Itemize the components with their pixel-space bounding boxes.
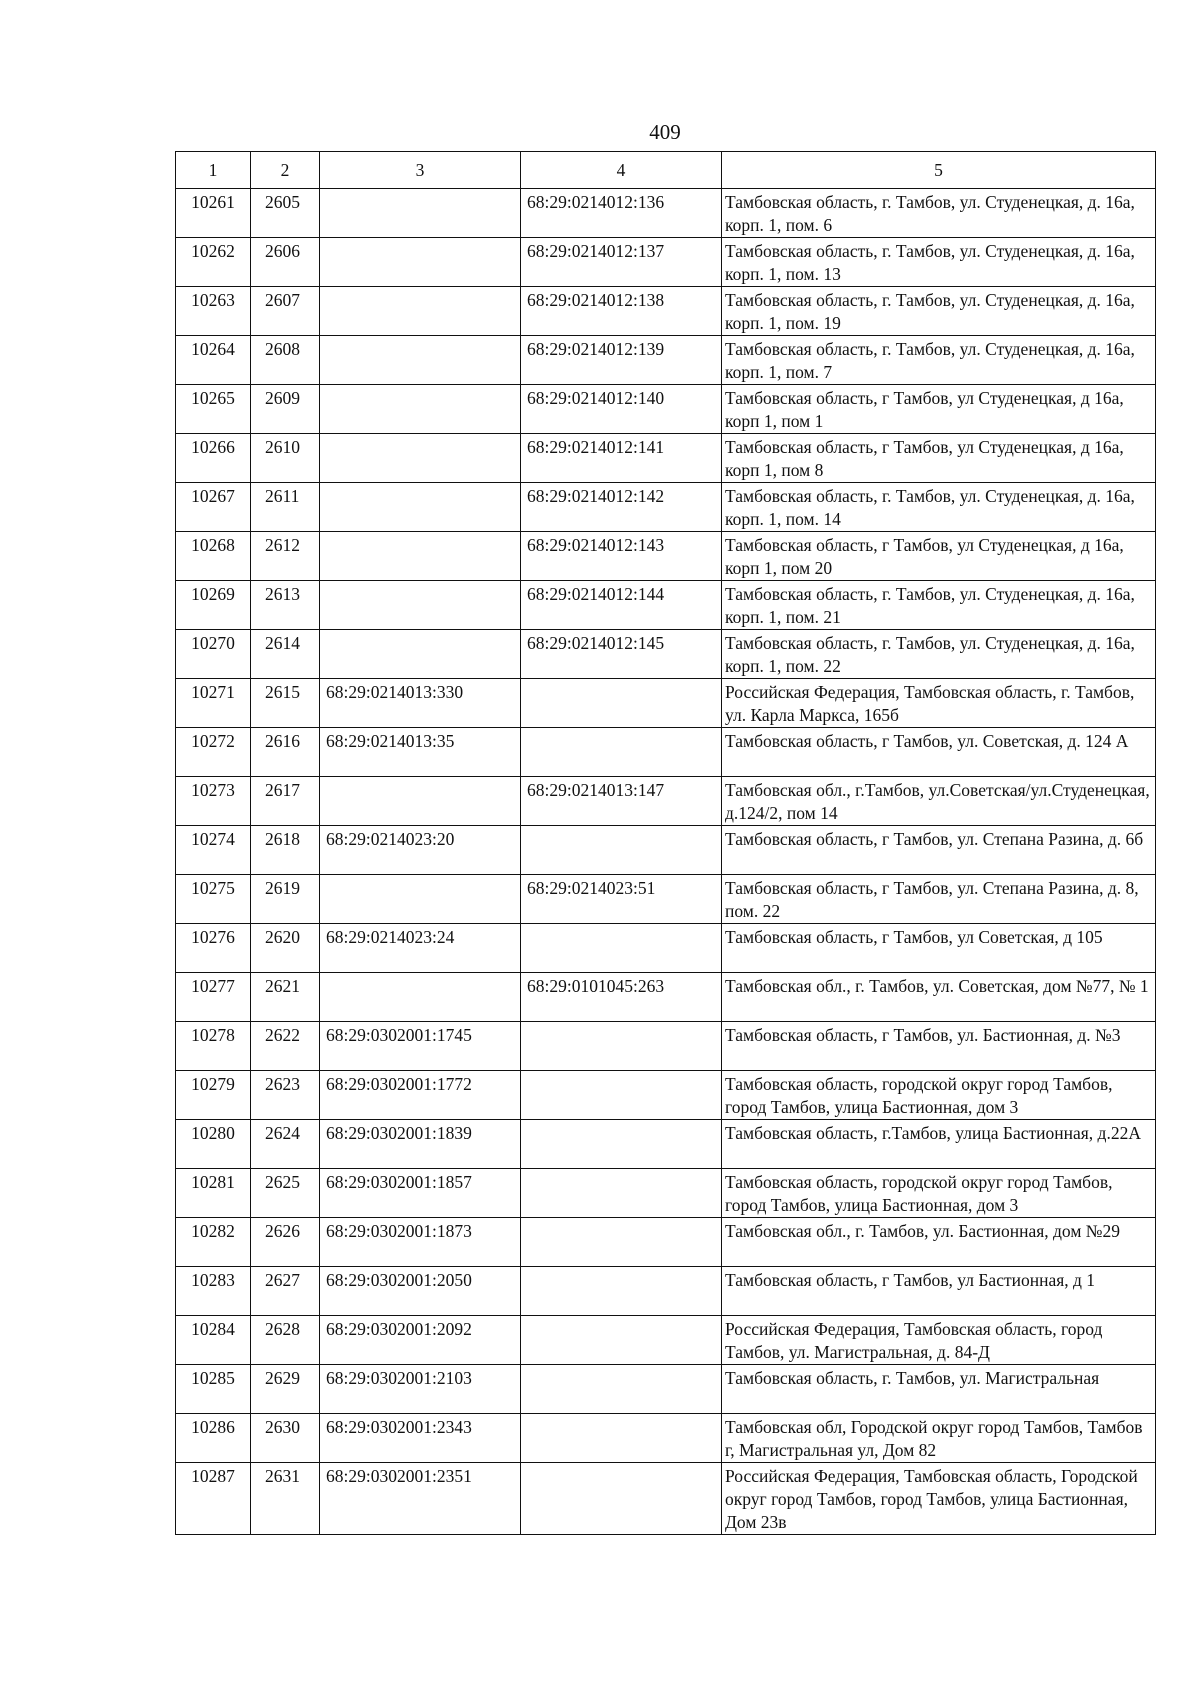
cadastral-number-cell <box>320 630 521 679</box>
registry-number-cell: 10270 <box>176 630 251 679</box>
cadastral-number-cell: 68:29:0302001:1857 <box>320 1169 521 1218</box>
table-row <box>176 777 1156 826</box>
cadastral-number-cell: 68:29:0302001:2050 <box>320 1267 521 1316</box>
registry-number-cell: 10286 <box>176 1414 251 1463</box>
cadastral-number-cell: 68:29:0302001:2343 <box>320 1414 521 1463</box>
table-row <box>176 1267 1156 1316</box>
column-header-1: 1 <box>176 152 251 189</box>
premises-cadastral-number-cell: 68:29:0214012:137 <box>521 238 722 287</box>
table-row <box>176 238 1156 287</box>
address-cell: Российская Федерация, Тамбовская область, Городской округ город Тамбов, город Тамбов, улица Бастионная, Дом 23в <box>722 1463 1156 1535</box>
address-cell: Тамбовская обл., г. Тамбов, ул. Советская, дом №77, № 1 <box>722 973 1156 1022</box>
cadastral-number-cell: 68:29:0302001:2103 <box>320 1365 521 1414</box>
sequence-number-cell: 2605 <box>251 189 320 238</box>
table-row <box>176 924 1156 973</box>
sequence-number-cell: 2615 <box>251 679 320 728</box>
registry-number-cell: 10284 <box>176 1316 251 1365</box>
cadastral-number-cell <box>320 777 521 826</box>
sequence-number-cell: 2618 <box>251 826 320 875</box>
sequence-number-cell: 2622 <box>251 1022 320 1071</box>
cadastral-number-cell <box>320 875 521 924</box>
sequence-number-cell: 2621 <box>251 973 320 1022</box>
sequence-number-cell: 2614 <box>251 630 320 679</box>
address-cell: Тамбовская область, г. Тамбов, ул. Студенецкая, д. 16а, корп. 1, пом. 22 <box>722 630 1156 679</box>
cadastral-number-cell: 68:29:0302001:2351 <box>320 1463 521 1535</box>
registry-number-cell: 10281 <box>176 1169 251 1218</box>
sequence-number-cell: 2606 <box>251 238 320 287</box>
table-row <box>176 630 1156 679</box>
premises-cadastral-number-cell: 68:29:0101045:263 <box>521 973 722 1022</box>
sequence-number-cell: 2611 <box>251 483 320 532</box>
address-cell: Тамбовская обл., г.Тамбов, ул.Советская/ул.Студенецкая, д.124/2, пом 14 <box>722 777 1156 826</box>
cadastral-number-cell: 68:29:0302001:1772 <box>320 1071 521 1120</box>
cadastral-number-cell <box>320 189 521 238</box>
registry-number-cell: 10269 <box>176 581 251 630</box>
table-row <box>176 434 1156 483</box>
column-header-2: 2 <box>251 152 320 189</box>
premises-cadastral-number-cell: 68:29:0214012:145 <box>521 630 722 679</box>
table-row <box>176 581 1156 630</box>
address-cell: Тамбовская область, г Тамбов, ул Бастионная, д 1 <box>722 1267 1156 1316</box>
registry-number-cell: 10261 <box>176 189 251 238</box>
premises-cadastral-number-cell: 68:29:0214012:140 <box>521 385 722 434</box>
sequence-number-cell: 2608 <box>251 336 320 385</box>
premises-cadastral-number-cell: 68:29:0214012:144 <box>521 581 722 630</box>
table-row <box>176 728 1156 777</box>
cadastral-number-cell: 68:29:0302001:2092 <box>320 1316 521 1365</box>
registry-number-cell: 10275 <box>176 875 251 924</box>
address-cell: Тамбовская область, городской округ город Тамбов, город Тамбов, улица Бастионная, дом 3 <box>722 1169 1156 1218</box>
cadastral-number-cell <box>320 238 521 287</box>
table-row <box>176 336 1156 385</box>
sequence-number-cell: 2612 <box>251 532 320 581</box>
table-row <box>176 532 1156 581</box>
address-cell: Тамбовская область, г. Тамбов, ул. Магистральная <box>722 1365 1156 1414</box>
registry-number-cell: 10278 <box>176 1022 251 1071</box>
premises-cadastral-number-cell <box>521 1414 722 1463</box>
table-row <box>176 1463 1156 1535</box>
cadastral-number-cell: 68:29:0214023:20 <box>320 826 521 875</box>
premises-cadastral-number-cell: 68:29:0214012:139 <box>521 336 722 385</box>
registry-number-cell: 10285 <box>176 1365 251 1414</box>
sequence-number-cell: 2620 <box>251 924 320 973</box>
address-cell: Тамбовская область, г Тамбов, ул. Степана Разина, д. 8, пом. 22 <box>722 875 1156 924</box>
cadastral-number-cell <box>320 581 521 630</box>
address-cell: Тамбовская область, г Тамбов, ул Советская, д 105 <box>722 924 1156 973</box>
sequence-number-cell: 2627 <box>251 1267 320 1316</box>
cadastral-number-cell <box>320 532 521 581</box>
registry-number-cell: 10280 <box>176 1120 251 1169</box>
registry-number-cell: 10271 <box>176 679 251 728</box>
registry-number-cell: 10282 <box>176 1218 251 1267</box>
premises-cadastral-number-cell <box>521 679 722 728</box>
address-cell: Российская Федерация, Тамбовская область, город Тамбов, ул. Магистральная, д. 84-Д <box>722 1316 1156 1365</box>
table-row <box>176 385 1156 434</box>
premises-cadastral-number-cell <box>521 728 722 777</box>
registry-number-cell: 10262 <box>176 238 251 287</box>
sequence-number-cell: 2623 <box>251 1071 320 1120</box>
page-number: 409 <box>649 120 681 144</box>
cadastral-number-cell <box>320 973 521 1022</box>
table-row <box>176 1218 1156 1267</box>
registry-number-cell: 10266 <box>176 434 251 483</box>
address-cell: Тамбовская область, г Тамбов, ул. Бастионная, д. №3 <box>722 1022 1156 1071</box>
premises-cadastral-number-cell <box>521 1071 722 1120</box>
cadastral-number-cell <box>320 336 521 385</box>
column-header-4: 4 <box>521 152 722 189</box>
table-row <box>176 483 1156 532</box>
premises-cadastral-number-cell <box>521 1120 722 1169</box>
cadastral-number-cell: 68:29:0214013:35 <box>320 728 521 777</box>
registry-number-cell: 10277 <box>176 973 251 1022</box>
table-row <box>176 826 1156 875</box>
address-cell: Тамбовская область, г. Тамбов, ул. Студенецкая, д. 16а, корп. 1, пом. 19 <box>722 287 1156 336</box>
registry-number-cell: 10274 <box>176 826 251 875</box>
registry-number-cell: 10276 <box>176 924 251 973</box>
table-row <box>176 1022 1156 1071</box>
address-cell: Тамбовская область, городской округ город Тамбов, город Тамбов, улица Бастионная, дом 3 <box>722 1071 1156 1120</box>
sequence-number-cell: 2609 <box>251 385 320 434</box>
sequence-number-cell: 2630 <box>251 1414 320 1463</box>
table-row <box>176 1365 1156 1414</box>
column-header-5: 5 <box>722 152 1156 189</box>
registry-number-cell: 10267 <box>176 483 251 532</box>
registry-number-cell: 10265 <box>176 385 251 434</box>
address-cell: Российская Федерация, Тамбовская область, г. Тамбов, ул. Карла Маркса, 165б <box>722 679 1156 728</box>
premises-cadastral-number-cell <box>521 1267 722 1316</box>
registry-table <box>175 151 1156 1535</box>
premises-cadastral-number-cell <box>521 924 722 973</box>
sequence-number-cell: 2610 <box>251 434 320 483</box>
premises-cadastral-number-cell: 68:29:0214012:141 <box>521 434 722 483</box>
premises-cadastral-number-cell <box>521 1316 722 1365</box>
sequence-number-cell: 2624 <box>251 1120 320 1169</box>
address-cell: Тамбовская область, г. Тамбов, ул. Студенецкая, д. 16а, корп. 1, пом. 7 <box>722 336 1156 385</box>
address-cell: Тамбовская область, г. Тамбов, ул. Студенецкая, д. 16а, корп. 1, пом. 13 <box>722 238 1156 287</box>
cadastral-number-cell: 68:29:0214023:24 <box>320 924 521 973</box>
premises-cadastral-number-cell <box>521 826 722 875</box>
premises-cadastral-number-cell: 68:29:0214012:136 <box>521 189 722 238</box>
table-row <box>176 1316 1156 1365</box>
premises-cadastral-number-cell <box>521 1463 722 1535</box>
table-row <box>176 1120 1156 1169</box>
cadastral-number-cell <box>320 483 521 532</box>
header-row <box>176 152 1156 189</box>
premises-cadastral-number-cell: 68:29:0214023:51 <box>521 875 722 924</box>
cadastral-number-cell: 68:29:0302001:1873 <box>320 1218 521 1267</box>
address-cell: Тамбовская область, г Тамбов, ул. Степана Разина, д. 6б <box>722 826 1156 875</box>
address-cell: Тамбовская область, г.Тамбов, улица Бастионная, д.22А <box>722 1120 1156 1169</box>
registry-number-cell: 10283 <box>176 1267 251 1316</box>
table-row <box>176 1414 1156 1463</box>
address-cell: Тамбовская обл, Городской округ город Тамбов, Тамбов г, Магистральная ул, Дом 82 <box>722 1414 1156 1463</box>
sequence-number-cell: 2613 <box>251 581 320 630</box>
column-header-3: 3 <box>320 152 521 189</box>
sequence-number-cell: 2628 <box>251 1316 320 1365</box>
sequence-number-cell: 2616 <box>251 728 320 777</box>
sequence-number-cell: 2631 <box>251 1463 320 1535</box>
premises-cadastral-number-cell: 68:29:0214012:138 <box>521 287 722 336</box>
sequence-number-cell: 2617 <box>251 777 320 826</box>
sequence-number-cell: 2629 <box>251 1365 320 1414</box>
address-cell: Тамбовская область, г. Тамбов, ул. Студенецкая, д. 16а, корп. 1, пом. 6 <box>722 189 1156 238</box>
registry-number-cell: 10287 <box>176 1463 251 1535</box>
sequence-number-cell: 2626 <box>251 1218 320 1267</box>
premises-cadastral-number-cell <box>521 1022 722 1071</box>
cadastral-number-cell: 68:29:0302001:1745 <box>320 1022 521 1071</box>
address-cell: Тамбовская область, г Тамбов, ул Студенецкая, д 16а, корп 1, пом 20 <box>722 532 1156 581</box>
premises-cadastral-number-cell <box>521 1218 722 1267</box>
sequence-number-cell: 2619 <box>251 875 320 924</box>
registry-number-cell: 10272 <box>176 728 251 777</box>
table-row <box>176 189 1156 238</box>
premises-cadastral-number-cell: 68:29:0214012:143 <box>521 532 722 581</box>
sequence-number-cell: 2607 <box>251 287 320 336</box>
table-row <box>176 1169 1156 1218</box>
table-row <box>176 679 1156 728</box>
cadastral-number-cell <box>320 287 521 336</box>
address-cell: Тамбовская область, г. Тамбов, ул. Студенецкая, д. 16а, корп. 1, пом. 21 <box>722 581 1156 630</box>
table-row <box>176 973 1156 1022</box>
premises-cadastral-number-cell <box>521 1169 722 1218</box>
address-cell: Тамбовская область, г Тамбов, ул Студенецкая, д 16а, корп 1, пом 1 <box>722 385 1156 434</box>
registry-number-cell: 10264 <box>176 336 251 385</box>
cadastral-number-cell: 68:29:0214013:330 <box>320 679 521 728</box>
premises-cadastral-number-cell: 68:29:0214012:142 <box>521 483 722 532</box>
table-row <box>176 287 1156 336</box>
cadastral-number-cell <box>320 385 521 434</box>
address-cell: Тамбовская область, г Тамбов, ул Студенецкая, д 16а, корп 1, пом 8 <box>722 434 1156 483</box>
cadastral-number-cell <box>320 434 521 483</box>
cadastral-number-cell: 68:29:0302001:1839 <box>320 1120 521 1169</box>
sequence-number-cell: 2625 <box>251 1169 320 1218</box>
table-row <box>176 1071 1156 1120</box>
premises-cadastral-number-cell: 68:29:0214013:147 <box>521 777 722 826</box>
registry-number-cell: 10279 <box>176 1071 251 1120</box>
registry-number-cell: 10263 <box>176 287 251 336</box>
address-cell: Тамбовская обл., г. Тамбов, ул. Бастионная, дом №29 <box>722 1218 1156 1267</box>
premises-cadastral-number-cell <box>521 1365 722 1414</box>
address-cell: Тамбовская область, г. Тамбов, ул. Студенецкая, д. 16а, корп. 1, пом. 14 <box>722 483 1156 532</box>
registry-number-cell: 10273 <box>176 777 251 826</box>
address-cell: Тамбовская область, г Тамбов, ул. Советская, д. 124 А <box>722 728 1156 777</box>
table-row <box>176 875 1156 924</box>
registry-number-cell: 10268 <box>176 532 251 581</box>
